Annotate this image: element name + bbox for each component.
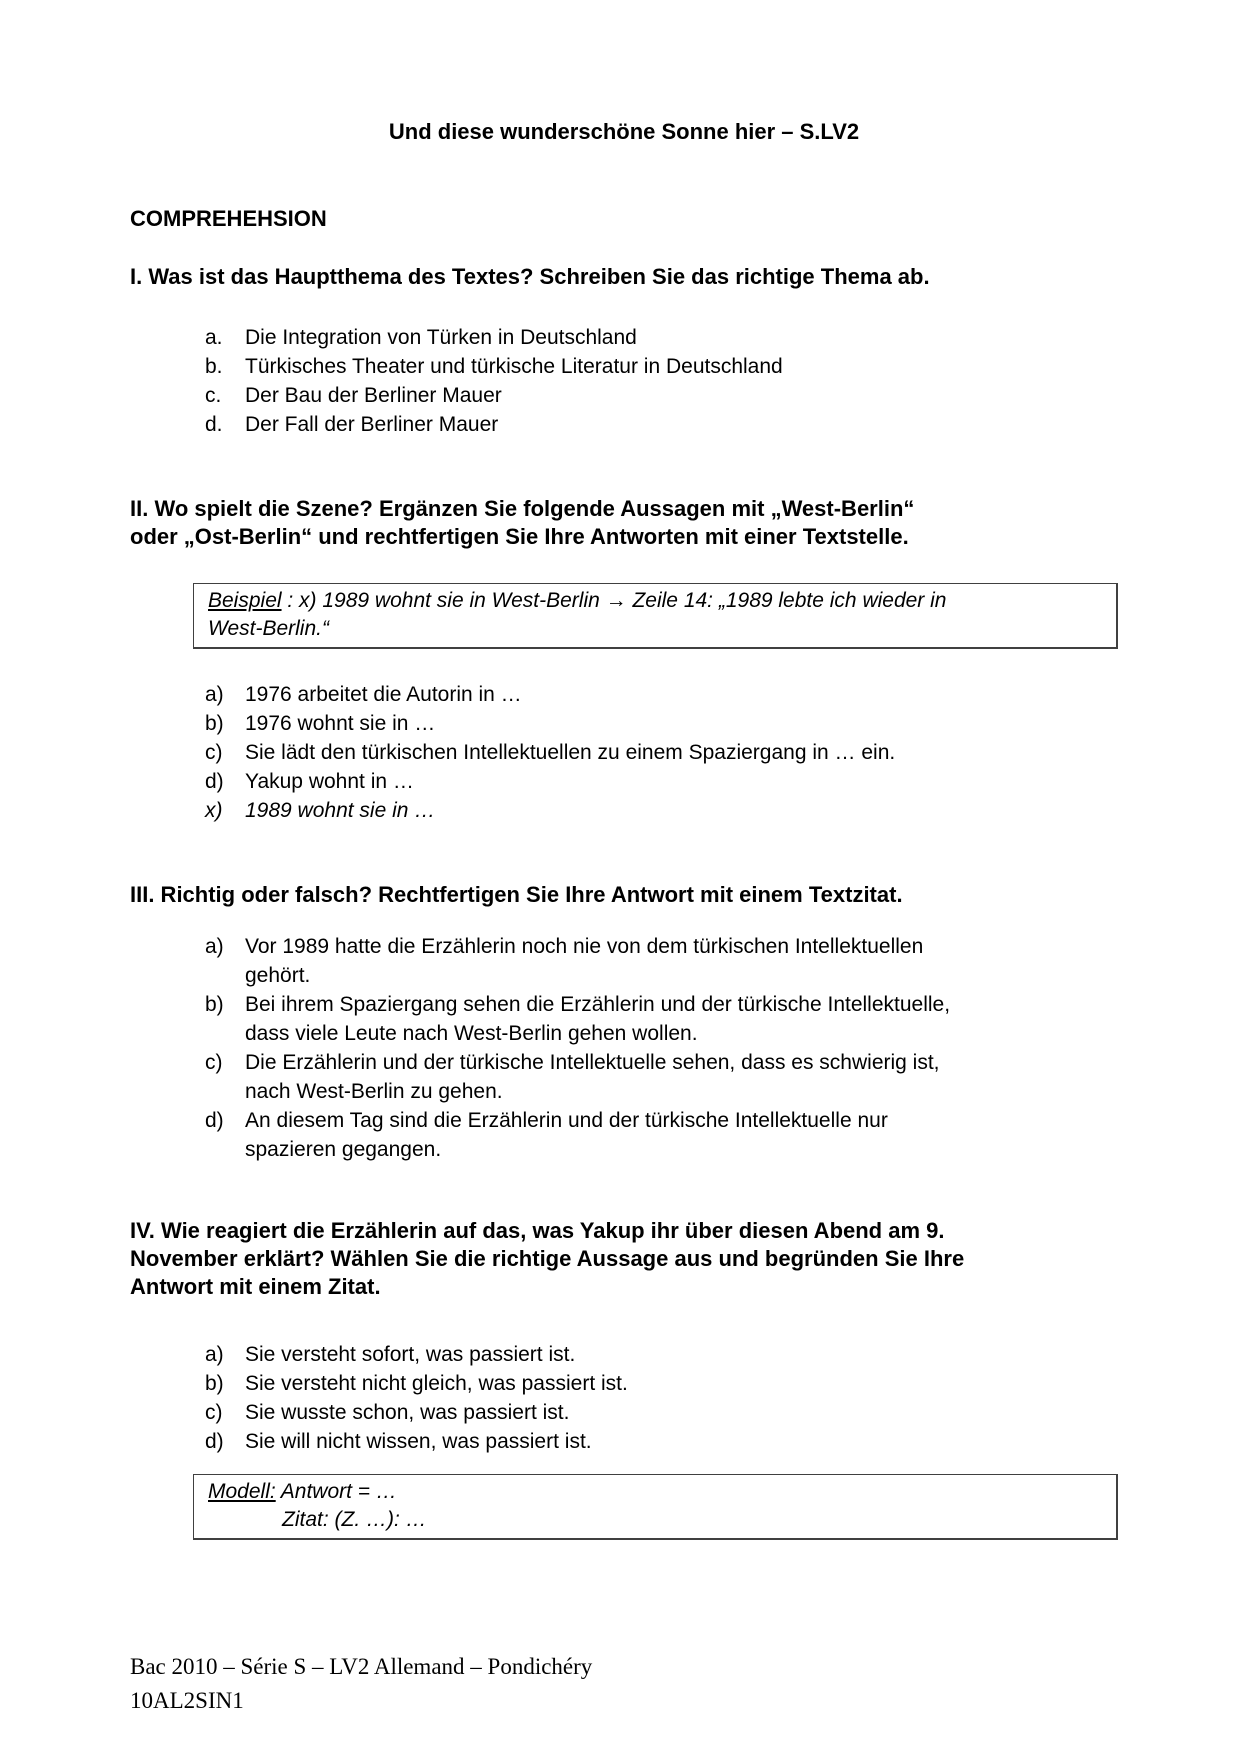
list-item xyxy=(205,1106,1118,1164)
section-1-heading: I. Was ist das Hauptthema des Textes? Schreiben Sie das richtige Thema ab. xyxy=(130,264,930,289)
item-marker: c) xyxy=(205,1051,223,1074)
list-item xyxy=(205,352,1118,381)
model-text: Antwort = … xyxy=(275,1480,397,1503)
item-text xyxy=(245,1106,1118,1164)
item-text: Sie will nicht wissen, was passiert ist. xyxy=(245,1430,592,1453)
heading-line: II. Wo spielt die Szene? Ergänzen Sie folgende Aussagen mit „West-Berlin“ xyxy=(130,496,915,521)
section-3-heading: III. Richtig oder falsch? Rechtfertigen Sie Ihre Antwort mit einem Textzitat. xyxy=(130,882,903,907)
list-item xyxy=(205,381,1118,410)
main-heading: COMPREHEHSION xyxy=(130,206,327,231)
item-marker: c) xyxy=(205,1401,223,1424)
footer-line-2: 10AL2SIN1 xyxy=(130,1688,244,1713)
section-4-items xyxy=(130,1340,1118,1456)
item-marker: c) xyxy=(205,741,223,764)
item-line: Die Erzählerin und der türkische Intellektuelle sehen, dass es schwierig ist, xyxy=(245,1051,940,1074)
footer-line-1: Bac 2010 – Série S – LV2 Allemand – Pondichéry xyxy=(130,1654,593,1679)
example-text: : x) 1989 wohnt sie in West-Berlin → Zeile 14: „1989 lebte ich wieder in xyxy=(281,589,947,612)
item-line: nach West-Berlin zu gehen. xyxy=(245,1080,503,1103)
list-item xyxy=(205,709,1118,738)
item-marker: b. xyxy=(205,355,223,378)
item-text xyxy=(245,990,1118,1048)
list-item xyxy=(205,738,1118,767)
list-item xyxy=(205,323,1118,352)
item-marker: d. xyxy=(205,413,223,436)
item-text: 1976 arbeitet die Autorin in … xyxy=(245,683,522,706)
item-marker: d) xyxy=(205,770,224,793)
example-box-line2: West-Berlin.“ xyxy=(208,617,329,640)
item-marker: b) xyxy=(205,712,224,735)
heading-line: Antwort mit einem Zitat. xyxy=(130,1274,381,1299)
section-2-heading xyxy=(130,495,1118,551)
item-text: Der Fall der Berliner Mauer xyxy=(245,413,499,436)
example-box xyxy=(193,583,1118,649)
item-line: Vor 1989 hatte die Erzählerin noch nie von dem türkischen Intellektuellen xyxy=(245,935,924,958)
item-marker: d) xyxy=(205,1109,224,1132)
example-box-line1 xyxy=(208,587,1102,615)
item-marker: a) xyxy=(205,683,224,706)
item-marker: a) xyxy=(205,1343,224,1366)
item-text: Die Integration von Türken in Deutschland xyxy=(245,326,637,349)
list-item xyxy=(205,767,1118,796)
model-box xyxy=(193,1474,1118,1540)
item-line: An diesem Tag sind die Erzählerin und der türkische Intellektuelle nur xyxy=(245,1109,888,1132)
item-line: Bei ihrem Spaziergang sehen die Erzählerin und der türkische Intellektuelle, xyxy=(245,993,951,1016)
list-item xyxy=(205,1340,1118,1369)
item-marker: c. xyxy=(205,384,222,407)
item-text: Sie wusste schon, was passiert ist. xyxy=(245,1401,570,1424)
item-marker: x) xyxy=(205,799,223,822)
item-marker: b) xyxy=(205,1372,224,1395)
document-title: Und diese wunderschöne Sonne hier – S.LV2 xyxy=(388,119,860,144)
item-text: Türkisches Theater und türkische Literatur in Deutschland xyxy=(245,355,783,378)
item-line: spazieren gegangen. xyxy=(245,1138,442,1161)
item-text: Der Bau der Berliner Mauer xyxy=(245,384,502,407)
item-text xyxy=(245,1048,1118,1106)
item-text: Sie versteht nicht gleich, was passiert ist. xyxy=(245,1372,628,1395)
list-item xyxy=(205,1427,1118,1456)
heading-line: IV. Wie reagiert die Erzählerin auf das, was Yakup ihr über diesen Abend am 9. xyxy=(130,1218,945,1243)
item-line: gehört. xyxy=(245,964,311,987)
section-4-heading xyxy=(130,1217,1118,1301)
item-text: Yakup wohnt in … xyxy=(245,770,414,793)
section-3-items xyxy=(130,932,1118,1164)
item-text: 1989 wohnt sie in … xyxy=(245,799,436,822)
item-text: 1976 wohnt sie in … xyxy=(245,712,436,735)
example-label: Beispiel xyxy=(208,589,282,612)
heading-line: oder „Ost-Berlin“ und rechtfertigen Sie Ihre Antworten mit einer Textstelle. xyxy=(130,524,909,549)
list-item xyxy=(205,990,1118,1048)
list-item xyxy=(205,1398,1118,1427)
item-text: Sie lädt den türkischen Intellektuellen zu einem Spaziergang in … ein. xyxy=(245,741,896,764)
model-label: Modell: xyxy=(208,1480,276,1503)
list-item xyxy=(205,680,1118,709)
model-box-line2: Zitat: (Z. …): … xyxy=(282,1508,427,1531)
section-1-items xyxy=(130,323,1118,439)
item-marker: d) xyxy=(205,1430,224,1453)
list-item xyxy=(205,1048,1118,1106)
list-item xyxy=(205,1369,1118,1398)
item-line: dass viele Leute nach West-Berlin gehen wollen. xyxy=(245,1022,698,1045)
item-text: Sie versteht sofort, was passiert ist. xyxy=(245,1343,576,1366)
list-item-example-x xyxy=(205,796,1118,825)
heading-line: November erklärt? Wählen Sie die richtige Aussage aus und begründen Sie Ihre xyxy=(130,1246,965,1271)
list-item xyxy=(205,932,1118,990)
item-text xyxy=(245,932,1118,990)
model-box-line1 xyxy=(208,1478,1102,1506)
item-marker: b) xyxy=(205,993,224,1016)
item-marker: a. xyxy=(205,326,223,349)
page-footer xyxy=(130,1650,1118,1718)
item-marker: a) xyxy=(205,935,224,958)
section-2-items xyxy=(130,680,1118,825)
list-item xyxy=(205,410,1118,439)
